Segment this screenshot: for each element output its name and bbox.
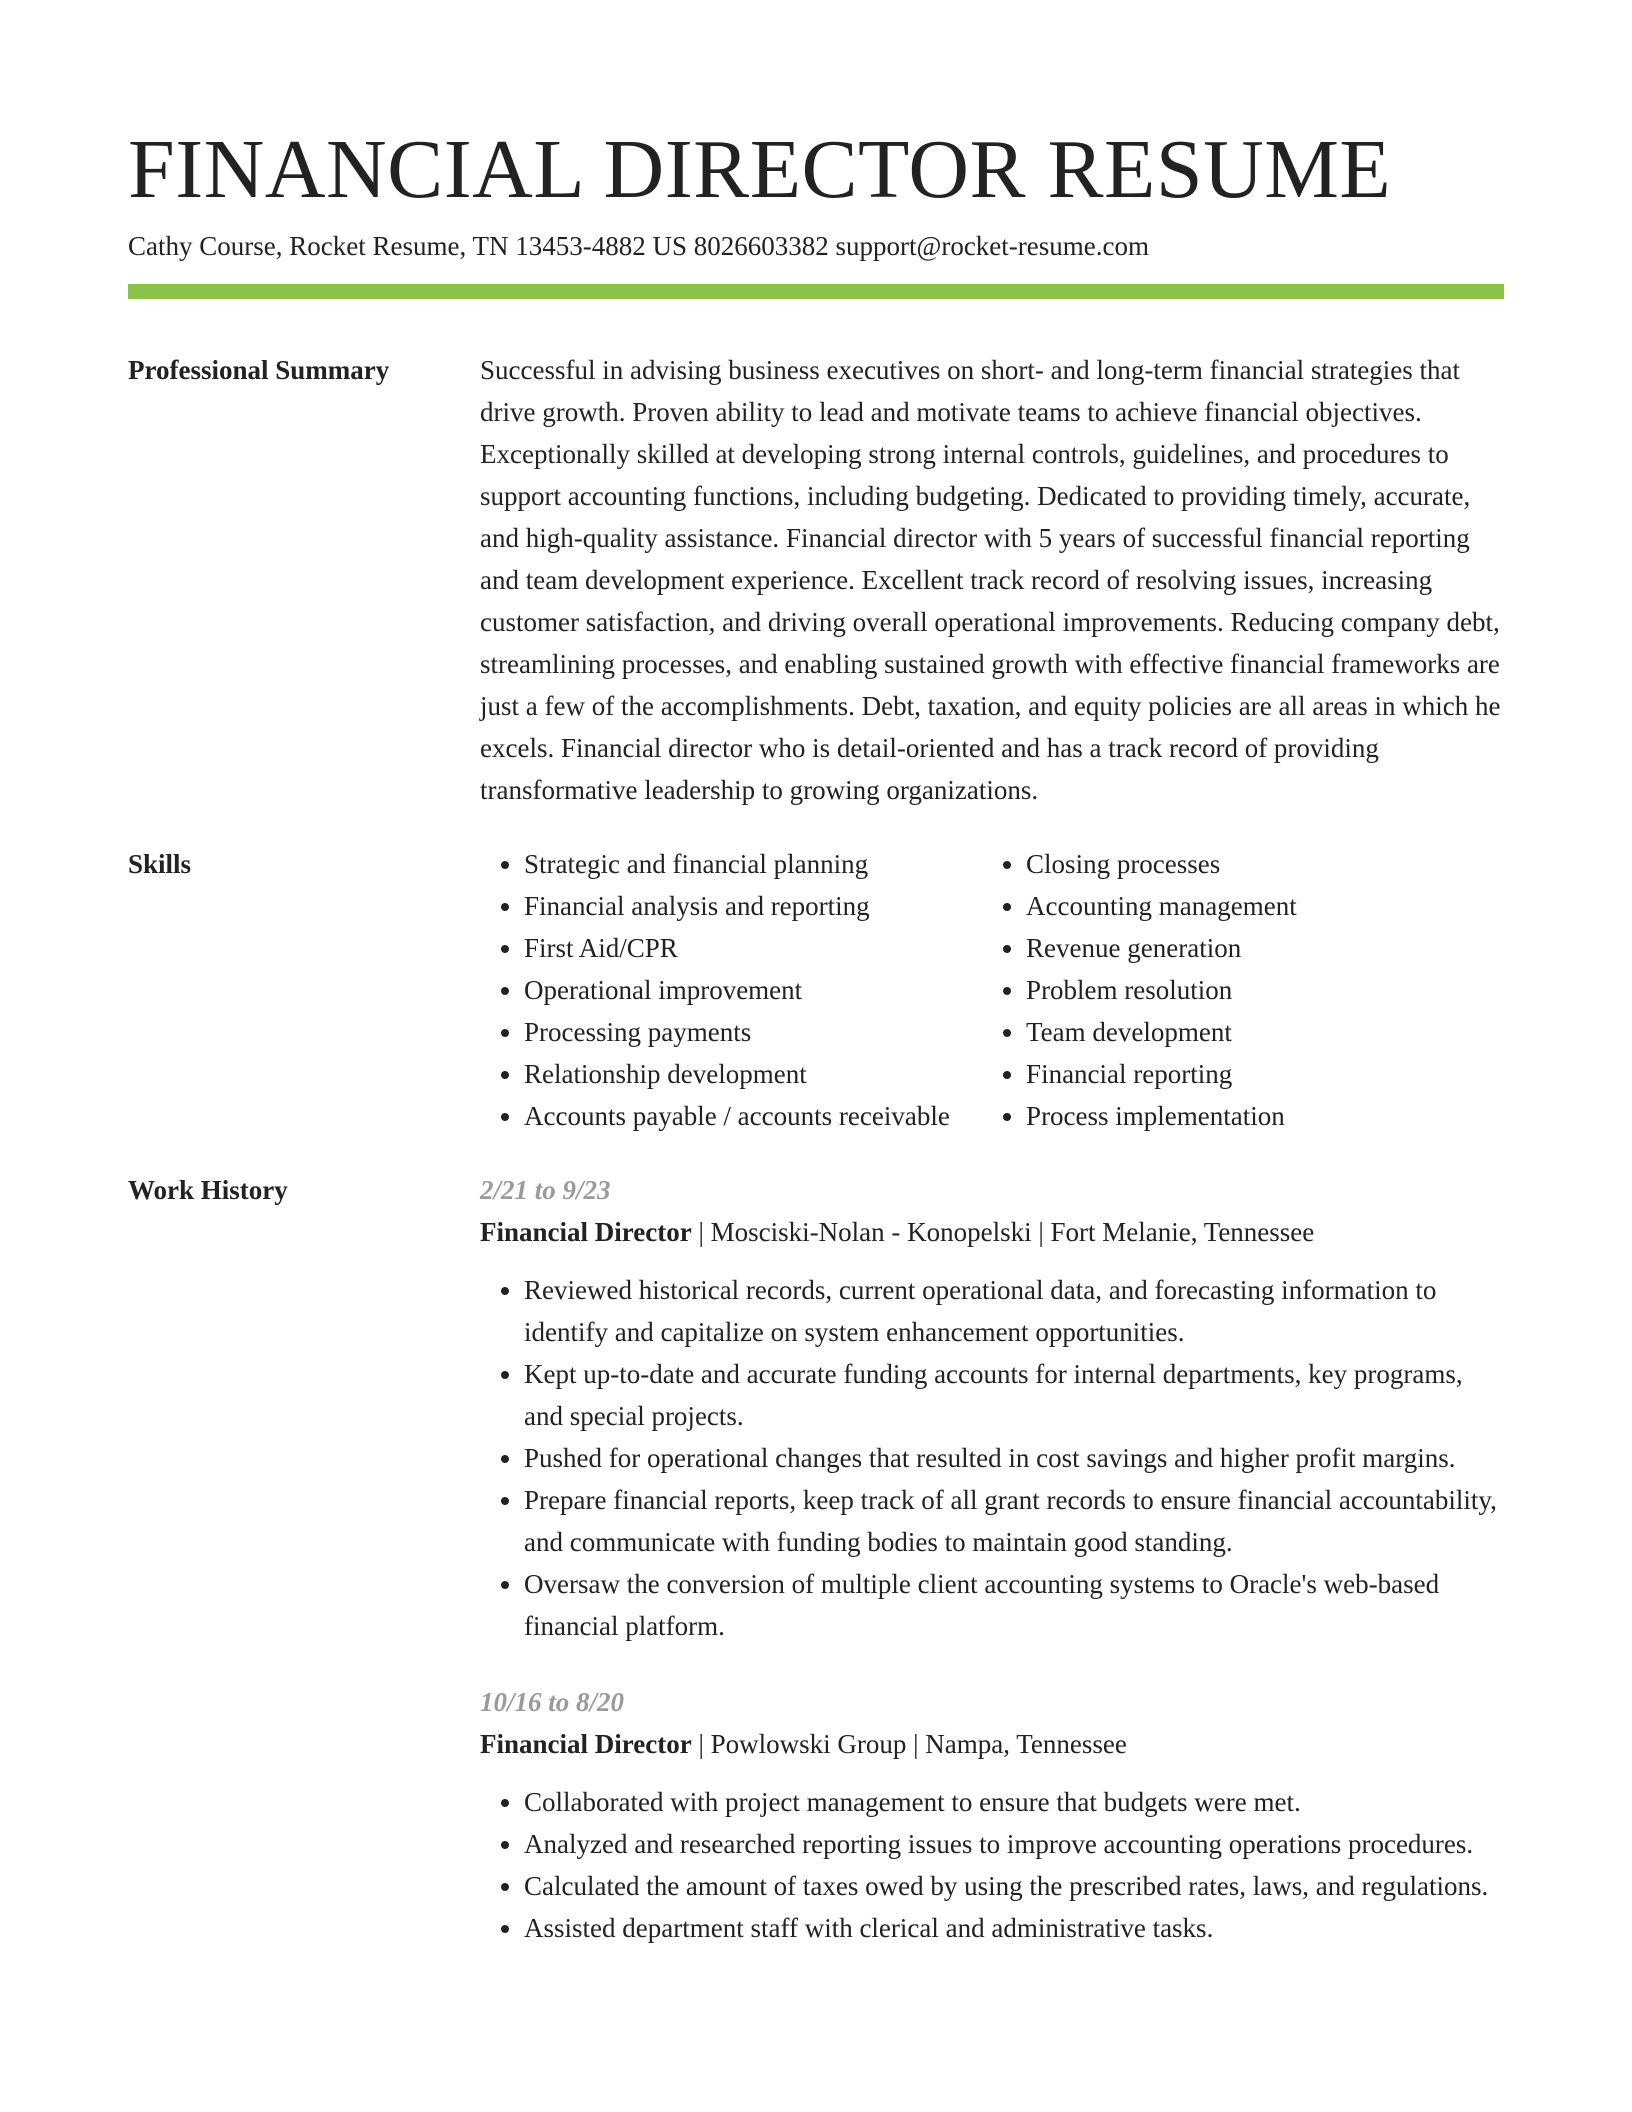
duty-item: • Analyzed and researched reporting issues to improve accounting operations procedures.: [524, 1823, 1504, 1865]
skill-item: • Accounting management: [1026, 885, 1504, 927]
skill-item: • Operational improvement: [524, 969, 982, 1011]
duty-item: • Reviewed historical records, current operational data, and forecasting information to identify and capitalize on system enhancement opportunities.: [524, 1269, 1504, 1353]
job-header: [480, 1211, 1504, 1253]
job-dates: 2/21 to 9/23: [480, 1175, 611, 1205]
duty-item: • Assisted department staff with clerical and administrative tasks.: [524, 1907, 1504, 1949]
skills-section: [128, 843, 1504, 1137]
skill-item: • Closing processes: [1026, 843, 1504, 885]
job-duties: [480, 1781, 1504, 1949]
work-history-heading: Work History: [128, 1175, 288, 1205]
skill-item: • Financial reporting: [1026, 1053, 1504, 1095]
job-dates: 10/16 to 8/20: [480, 1687, 625, 1717]
summary-text: Successful in advising business executives on short- and long-term financial strategies that drive growth. Proven ability to lead and motivate teams to achieve financial objectives. Exceptionally skilled at developing strong internal controls, guidelines, and procedures to support accounting functions, including budgeting. Dedicated to providing timely, accurate, and high-quality assistance. Financial director with 5 years of successful financial reporting and team development experience. Excellent track record of resolving issues, increasing customer satisfaction, and driving overall operational improvements. Reducing company debt, streamlining processes, and enabling sustained growth with effective financial frameworks are just a few of the accomplishments. Debt, taxation, and equity policies are all areas in which he excels. Financial director who is detail-oriented and has a track record of providing transformative leadership to growing organizations.: [480, 355, 1501, 805]
job-employer-location: | Powlowski Group | Nampa, Tennessee: [691, 1729, 1127, 1759]
resume-page: [128, 0, 1504, 1949]
work-history-section: [128, 1169, 1504, 1949]
job-employer-location: | Mosciski-Nolan - Konopelski | Fort Melanie, Tennessee: [691, 1217, 1315, 1247]
duty-item: • Calculated the amount of taxes owed by using the prescribed rates, laws, and regulations.: [524, 1865, 1504, 1907]
work-history-body: [480, 1169, 1504, 1949]
duty-item: • Kept up-to-date and accurate funding accounts for internal departments, key programs, and special projects.: [524, 1353, 1504, 1437]
skills-list-right: [982, 843, 1504, 1137]
skill-item: • Revenue generation: [1026, 927, 1504, 969]
skills-grid: [480, 843, 1504, 1137]
duty-item: • Pushed for operational changes that resulted in cost savings and higher profit margins.: [524, 1437, 1504, 1479]
job-entry: [480, 1681, 1504, 1949]
skills-list-left: [480, 843, 982, 1137]
duty-item: • Prepare financial reports, keep track of all grant records to ensure financial accountability, and communicate with funding bodies to maintain good standing.: [524, 1479, 1504, 1563]
summary-section: [128, 349, 1504, 811]
skill-item: • Process implementation: [1026, 1095, 1504, 1137]
contact-info: Cathy Course, Rocket Resume, TN 13453-4882 US 8026603382 support@rocket-resume.com: [128, 231, 1149, 261]
job-header: [480, 1723, 1504, 1765]
skill-item: • Processing payments: [524, 1011, 982, 1053]
job-title: Financial Director: [480, 1729, 692, 1759]
summary-heading: Professional Summary: [128, 355, 390, 385]
skills-heading: Skills: [128, 849, 192, 879]
header-divider: [128, 284, 1504, 299]
summary-body: [480, 349, 1504, 811]
duty-item: • Collaborated with project management to ensure that budgets were met.: [524, 1781, 1504, 1823]
skill-item: • Team development: [1026, 1011, 1504, 1053]
job-title: Financial Director: [480, 1217, 692, 1247]
duty-item: • Oversaw the conversion of multiple client accounting systems to Oracle's web-based financial platform.: [524, 1563, 1504, 1647]
job-duties: [480, 1269, 1504, 1647]
skill-item: • Financial analysis and reporting: [524, 885, 982, 927]
skill-item: • First Aid/CPR: [524, 927, 982, 969]
page-title: FINANCIAL DIRECTOR RESUME: [128, 123, 1392, 216]
skill-item: • Problem resolution: [1026, 969, 1504, 1011]
skill-item: • Relationship development: [524, 1053, 982, 1095]
skill-item: • Accounts payable / accounts receivable: [524, 1095, 982, 1137]
job-entry: [480, 1169, 1504, 1647]
skill-item: • Strategic and financial planning: [524, 843, 982, 885]
